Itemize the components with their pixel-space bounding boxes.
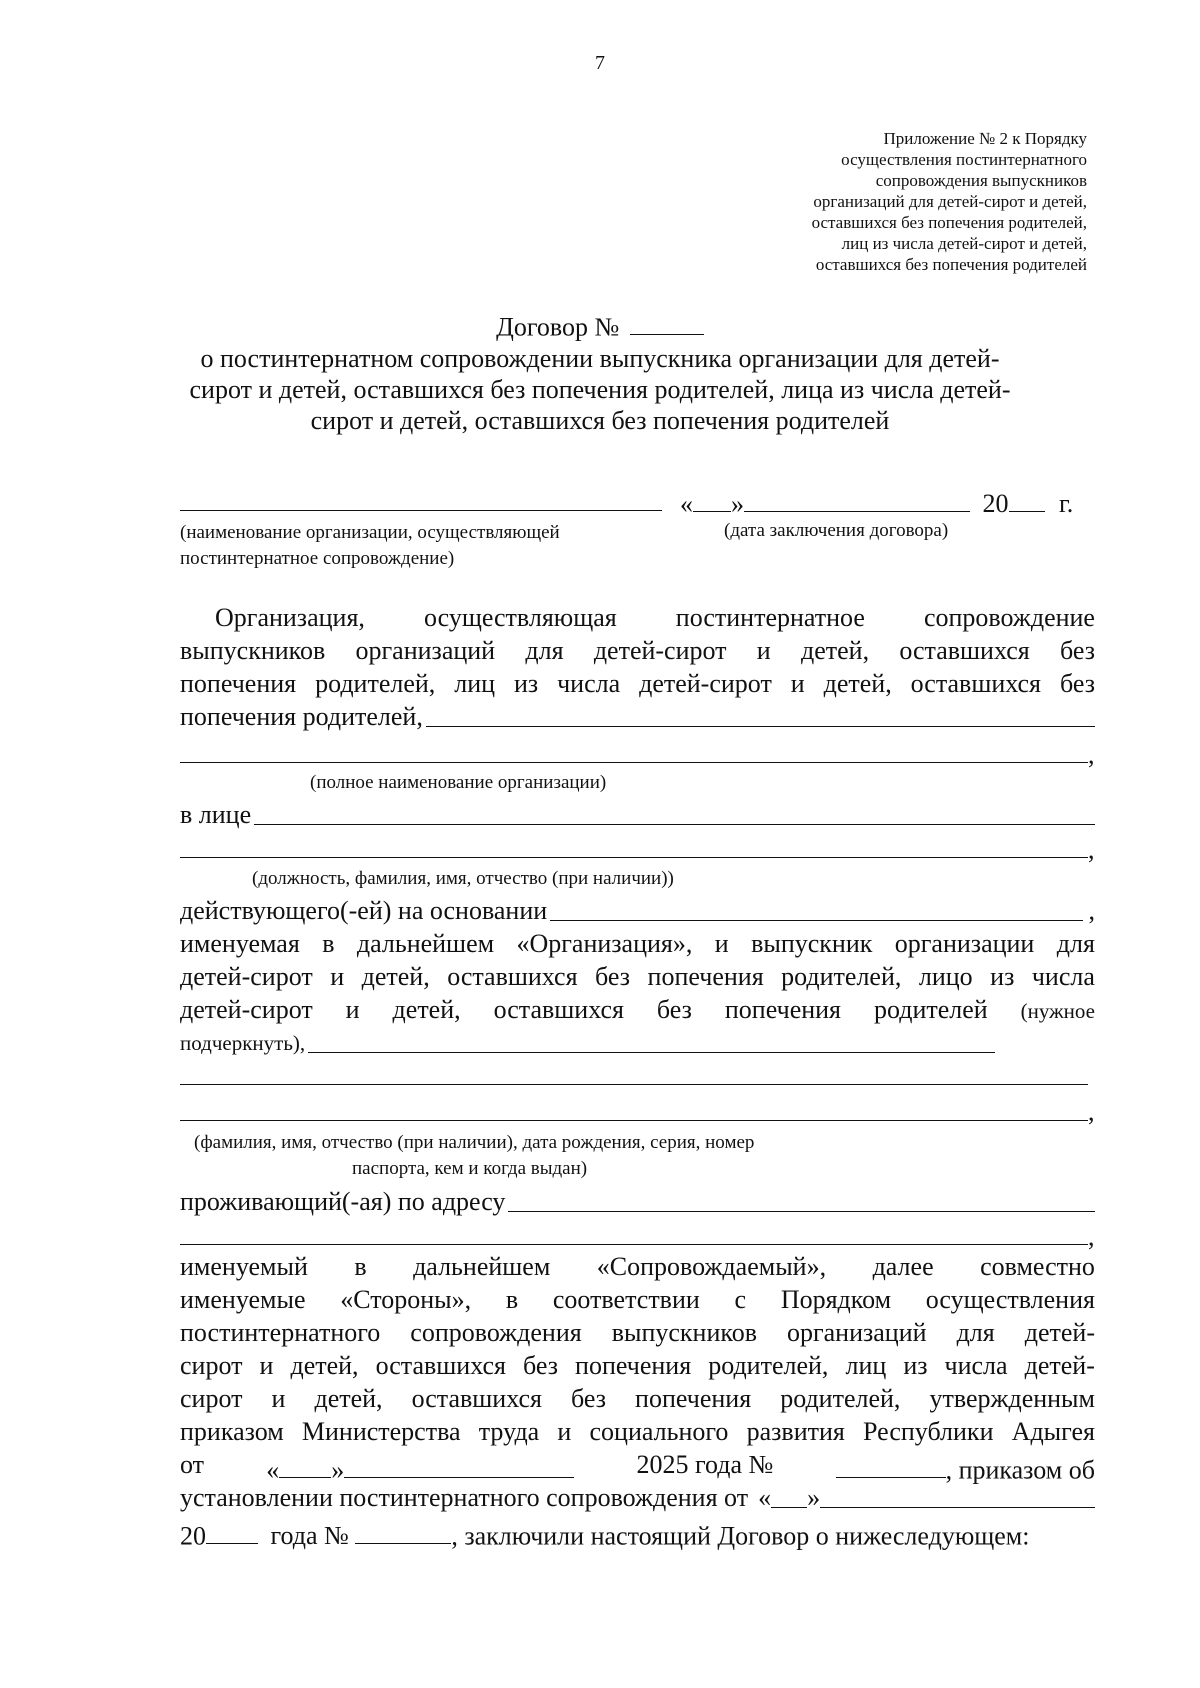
paragraph-1-line: Организация, осуществляющая постинтернатное сопровождение [215, 603, 1095, 632]
paragraph-3-line: именуемый в дальнейшем «Сопровождаемый», далее совместно [180, 1252, 1095, 1281]
establish-year-blank [206, 1516, 258, 1544]
graduate-name-blank-2 [180, 1084, 1088, 1085]
year-blank [1009, 484, 1045, 512]
paragraph-3-line: приказом Министерства труда и социального развития Республики Адыгея [180, 1417, 1095, 1446]
appendix-line: оставшихся без попечения родителей [815, 255, 1087, 274]
conclusion-line: 20 года № , заключили настоящий Договор о нижеследующем: [180, 1516, 1030, 1551]
month-blank [744, 484, 970, 512]
appendix-line: осуществления постинтернатного [841, 150, 1087, 169]
appendix-line: организаций для детей-сирот и детей, [813, 192, 1087, 211]
residing-line: проживающий(-ая) по адресу [180, 1187, 1095, 1217]
document-page: 7 Приложение № 2 к Порядку осуществления постинтернатного сопровождения выпускников организаций для детей-сирот и детей, оставшихся без попечения родителей, лиц из числа детей-сирот и детей, оставшихся без попечения родителей Договор № о постинтернатном сопровождении выпускника организации для детей- сирот и детей, оставшихся без попечения родителей, лица из числа детей- сирот и детей, оставшихся без попечения родителей « » 20 г. (наименование организации, осуществляющей постинтернатное сопровождение) (дата заключения договора) Организация, осуществляющая постинтернатное сопровождение выпускников организаций для детей-сирот и детей, оставшихся без попечения родителей, лиц из числа детей-сирот и детей, оставшихся без попечения родителей, , (полное наименование организации) в лице , (должность, фамилия, имя, отчество (при наличии)) действующего(-ей) на основании , именуемая в дальнейшем «Организация», и выпускник организации для детей-сирот и детей, оставшихся без попечения родителей, лицо из числа детей-сирот и детей, оставшихся без попечения родителей (нужное подчеркнуть), , (фамилия, имя, отчество (при наличии), дата рождения, серия, номер паспорта, кем и когда выдан) проживающий(-ая) по адресу , именуемый в дальнейшем «Сопровождаемый», далее совместно именуемые «Стороны», в соответствии с Порядком осуществления постинтернатного сопровождения выпускников организаций для детей- сирот и детей, оставшихся без попечения родителей, лиц из числа детей- сирот и детей, оставшихся без попечения родителей, утвержденным приказом Министерства труда и социального развития Республики Адыгея от « » 2025 года № , приказом об установлении постинтернатного сопровождения от « » 20 года № , заключили настоящий Договор о нижеследующем: [0, 0, 1200, 1688]
date-caption: (дата заключения договора) [724, 520, 949, 541]
paragraph-1-line: попечения родителей, [180, 702, 1095, 732]
order-day-blank [279, 1450, 331, 1478]
order-date-line: от « » 2025 года № , приказом об [180, 1450, 1095, 1485]
paragraph-1-line: выпускников организаций для детей-сирот и детей, оставшихся без [180, 636, 1095, 665]
paragraph-1-line: попечения родителей, лиц из числа детей-сирот и детей, оставшихся без [180, 669, 1095, 698]
contract-title-text: Договор № [496, 312, 620, 342]
subtitle-line: о постинтернатном сопровождении выпускника организации для детей- [200, 344, 1000, 373]
paragraph-2-line: детей-сирот и детей, оставшихся без попечения родителей (нужное [180, 995, 1095, 1024]
contract-title [0, 307, 1200, 342]
graduate-name-blank-3 [180, 1120, 1088, 1121]
appendix-line: сопровождения выпускников [875, 171, 1087, 190]
organization-caption: (наименование организации, осуществляющей постинтернатное сопровождение) [180, 522, 560, 569]
appendix-line: Приложение № 2 к Порядку [883, 129, 1087, 148]
paragraph-3-line: постинтернатного сопровождения выпускников организаций для детей- [180, 1318, 1095, 1347]
representative-blank [254, 800, 1095, 825]
organization-full-name-blank [426, 702, 1095, 727]
address-blank-2 [180, 1244, 1088, 1245]
paragraph-3-line: сирот и детей, оставшихся без попечения родителей, лиц из числа детей- [180, 1351, 1095, 1380]
person-caption: (фамилия, имя, отчество (при наличии), дата рождения, серия, номер паспорта, кем и когда выдан) [194, 1132, 755, 1179]
organization-name-blank [180, 510, 662, 511]
establish-line: установлении постинтернатного сопровождения от « » [180, 1483, 1095, 1513]
paragraph-2-line: детей-сирот и детей, оставшихся без попечения родителей, лицо из числа [180, 962, 1095, 991]
paragraph-3-line: сирот и детей, оставшихся без попечения родителей, утвержденным [180, 1384, 1095, 1413]
paragraph-2-line: именуемая в дальнейшем «Организация», и выпускник организации для [180, 929, 1095, 958]
in-person-line: в лице [180, 800, 1095, 830]
acting-basis-line: действующего(-ей) на основании , [180, 896, 1095, 925]
page-number: 7 [595, 52, 605, 74]
appendix-line: оставшихся без попечения родителей, [811, 213, 1087, 232]
day-blank [693, 484, 731, 512]
establish-day-blank [771, 1483, 807, 1508]
full-name-caption: (полное наименование организации) [310, 772, 607, 793]
contract-date-row: « » 20 г. [680, 484, 1073, 519]
subtitle-line: сирот и детей, оставшихся без попечения родителей [310, 406, 890, 435]
appendix-note [812, 128, 1087, 275]
organization-full-name-blank-2 [180, 762, 1088, 763]
underline-note-line: подчеркнуть), [180, 1028, 995, 1058]
establish-number-blank [355, 1516, 451, 1544]
order-month-blank [344, 1450, 574, 1478]
subtitle-line: сирот и детей, оставшихся без попечения родителей, лица из числа детей- [189, 375, 1011, 404]
address-blank [508, 1187, 1095, 1212]
order-number-blank [836, 1450, 946, 1478]
graduate-name-blank [308, 1028, 995, 1053]
contract-number-blank [630, 307, 704, 335]
representative-blank-2 [180, 857, 1088, 858]
appendix-line: лиц из числа детей-сирот и детей, [841, 234, 1087, 253]
basis-blank [550, 896, 1082, 921]
contract-subtitle [0, 343, 1200, 436]
position-caption: (должность, фамилия, имя, отчество (при наличии)) [252, 868, 674, 889]
establish-month-blank [820, 1483, 1095, 1508]
paragraph-3-line: именуемые «Стороны», в соответствии с Порядком осуществления [180, 1285, 1095, 1314]
